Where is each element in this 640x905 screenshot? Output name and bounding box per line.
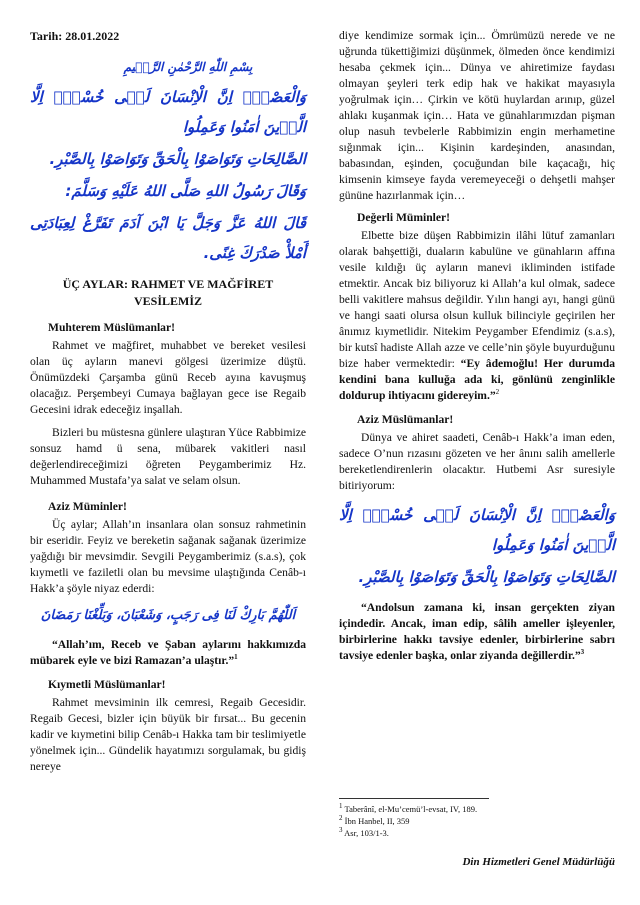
paragraph-3: Üç aylar; Allah’ın insanlara olan sonsuz rahmetinin bir eseridir. Feyiz ve bereketin sağanak sağanak üzerimize yağdığı bir mevsimdir. Sevgili Peygamberimiz (s.a.s), çok kıymetli ve faziletli olan bu mevsime ulaştığında Cenâb-ı Hakk’a şöyle niyaz ederdi: bbox=[30, 518, 306, 595]
footnote-1: $^1$ Taberânî, el-Mu’cemü’l-evsat, IV, 189. bbox=[339, 802, 478, 814]
heading-degerli: Değerli Müminler! bbox=[357, 211, 451, 224]
footnote-3: $^3$ Asr, 103/1-3. bbox=[339, 826, 389, 838]
paragraph-1: Rahmet ve mağfiret, muhabbet ve bereket vesilesi olan üç ayların manevi gölgesi üzerimize düştü. Önümüzdeki Çarşamba günü Receb ayına kavuşmuş olacağız. Perşembeyi Cumaya bağlayan gece ise Regaib Gecesini idrak edeceğiz inşallah. bbox=[30, 339, 306, 416]
footnote-ref-3: 3 bbox=[580, 648, 585, 657]
paragraph-4: Rahmet mevsiminin ilk cemresi, Regaib Gecesidir. Regaib Gecesi, bizler için büyük bir fırsat... Bu gecenin kadir ve kıymetini bilip Cenâb-ı Hakka tam bir teslimiyetle yönelmek için... Gündelik hayatımızı sorgulamak, bu gidiş nereye bbox=[30, 696, 306, 773]
heading-aziz-muminler: Aziz Müminler! bbox=[48, 500, 127, 513]
hadith-intro: وَقَالَ رَسُولُ اللهِ صَلَّى اللهُ عَلَيْهِ وَسَلَّمَ: bbox=[65, 182, 306, 200]
paragraph-7: Dünya ve ahiret saadeti, Cenâb-ı Hakk’a iman eden, sadece O’nun rızasını gözeten ve her ânını salih amellerle bereketlendirenlerin olacaktır. Hutbemi Asr suresiyle bitiriyorum: bbox=[339, 431, 615, 492]
signature: Din Hizmetleri Genel Müdürlüğü bbox=[462, 856, 615, 868]
paragraph-6: Elbette bize düşen Rabbimizin ilâhi lütuf zamanları olarak bahşettiği, duaların kabulüne ve günahların affına vesile kıldığı üç ayların manevi ikliminden istifade etmektir. Ancak biz biliyoruz ki Allah’a kul olmak, sadece belli vakitlere mahsus değildir. Yılın hangi ayı, hangi günü ve hangi saati olursa olsun kulluk bilinciyle geçirilen her ânımız kıymetlidir. Nitekim Peygamber Efendimiz (s.a.s), bir kutsî hadiste Allah azze ve celle’nin şöyle buyurduğunu bize haber vermektedir: “Ey âdemoğlu! Her durumda kendini bana kulluğa ada ki, gönlünü zenginlikle doldurup ihtiyacını gidereyim.”$^2$ bbox=[339, 229, 615, 402]
footnote-ref-1: 1 bbox=[234, 653, 238, 662]
date-label: Tarih: 28.01.2022 bbox=[30, 29, 120, 43]
right-column bbox=[339, 28, 615, 868]
footnote-divider bbox=[339, 798, 489, 799]
left-column bbox=[30, 28, 306, 775]
heading-kiymetli: Kıymetli Müslümanlar! bbox=[48, 678, 166, 691]
ayah-line-2: الصَّالِحَاتِ وَتَوَاصَوْا بِالْحَقِّ وَتَوَاصَوْا بِالصَّبْرِ. bbox=[49, 150, 306, 168]
closing-ayah-line-1: وَالْعَصْرِۙ اِنَّ الْاِنْسَانَ لَفٖى خُسْرٍۙ اِلَّا الَّذٖينَ اٰمَنُوا وَعَمِلُوا bbox=[339, 506, 615, 554]
closing-ayah-line-2: الصَّالِحَاتِ وَتَوَاصَوْا بِالْحَقِّ وَتَوَاصَوْا بِالصَّبْرِ. bbox=[358, 568, 615, 586]
hadith-text: قَالَ اللهُ عَزَّ وَجَلَّ يَا ابْنَ آدَمَ تَفَرَّغْ لِعِبَادَتِى أَمْلأْ صَدْرَكَ غِنًى. bbox=[30, 214, 306, 262]
paragraph-5: diye kendimize sormak için... Ömrümüzü nerede ve ne uğrunda tükettiğimizi düşünmek, ölmeden önce kendimizi hesaba çekmek için... Dünya ve ahiretimize faydası olmayan şeyleri terk edip hak ve hakikat mayasıyla yoğrulmak için… Çirkin ve kötü huylardan arınıp, güzel ahlakı kuşanmak için… Hata ve günahlarımızdan pişman olup nasuh tevbelerle Rabbimizin engin merhametine sığınmak için... Kişinin kardeşinden, anasından, babasından, eşinden, çocuğundan bile kaçacağı, hiç kimsenin kimseye fayda veremeyeceği o dehşetli mahşer gününe hazırlanmak için… bbox=[339, 29, 615, 202]
sermon-title: ÜÇ AYLAR: RAHMET VE MAĞFİRET VESİLEMİZ bbox=[62, 277, 274, 308]
sermon-page bbox=[30, 28, 615, 888]
basmala: بِسْمِ اللّٰهِ الرَّحْمٰنِ الرَّحٖيمِ bbox=[123, 60, 253, 74]
footnote-2: $^2$ İbn Hanbel, II, 359 bbox=[339, 814, 410, 826]
heading-muhterem: Muhterem Müslümanlar! bbox=[48, 321, 175, 334]
heading-aziz-muslumanlar: Aziz Müslümanlar! bbox=[357, 413, 454, 426]
footnote-ref-2: 2 bbox=[495, 388, 500, 397]
asr-translation: “Andolsun zamana ki, insan gerçekten ziyan içindedir. Ancak, iman edip, sâlih ameller işleyenler, birbirlerine hakkı tavsiye edenler, birbirlerine sabrı tavsiye edenler başka, onlar ziyanda değillerdir.”$^3$ bbox=[339, 601, 615, 662]
dua-arabic: اَللّٰهُمَّ بَارِكْ لَنَا فِى رَجَبٍ، وَشَعْبَانَ، وَبَلِّغْنَا رَمَضَانَ bbox=[40, 608, 296, 623]
dua-translation: “Allah’ım, Receb ve Şaban aylarını hakkımızda mübarek eyle ve bizi Ramazan’a ulaştır.”$^1$ bbox=[30, 638, 306, 667]
hadith-quote: “Ey âdemoğlu! Her durumda kendini bana kulluğa ada ki, gönlünü zenginlikle doldurup ihtiyacını gidereyim.” bbox=[339, 357, 615, 402]
paragraph-2: Bizleri bu müstesna günlere ulaştıran Yüce Rabbimize sonsuz hamd ü sena, mübarek vakitleri nasıl değerlendireceğimizi öğreten Peygamberimiz Hz. Muhammed Mustafa’ya salat ve selam olsun. bbox=[30, 426, 306, 487]
ayah-line-1: وَالْعَصْرِۙ اِنَّ الْاِنْسَانَ لَفٖى خُسْرٍۙ اِلَّا الَّذٖينَ اٰمَنُوا وَعَمِلُوا bbox=[30, 88, 306, 136]
footnotes bbox=[339, 798, 615, 839]
